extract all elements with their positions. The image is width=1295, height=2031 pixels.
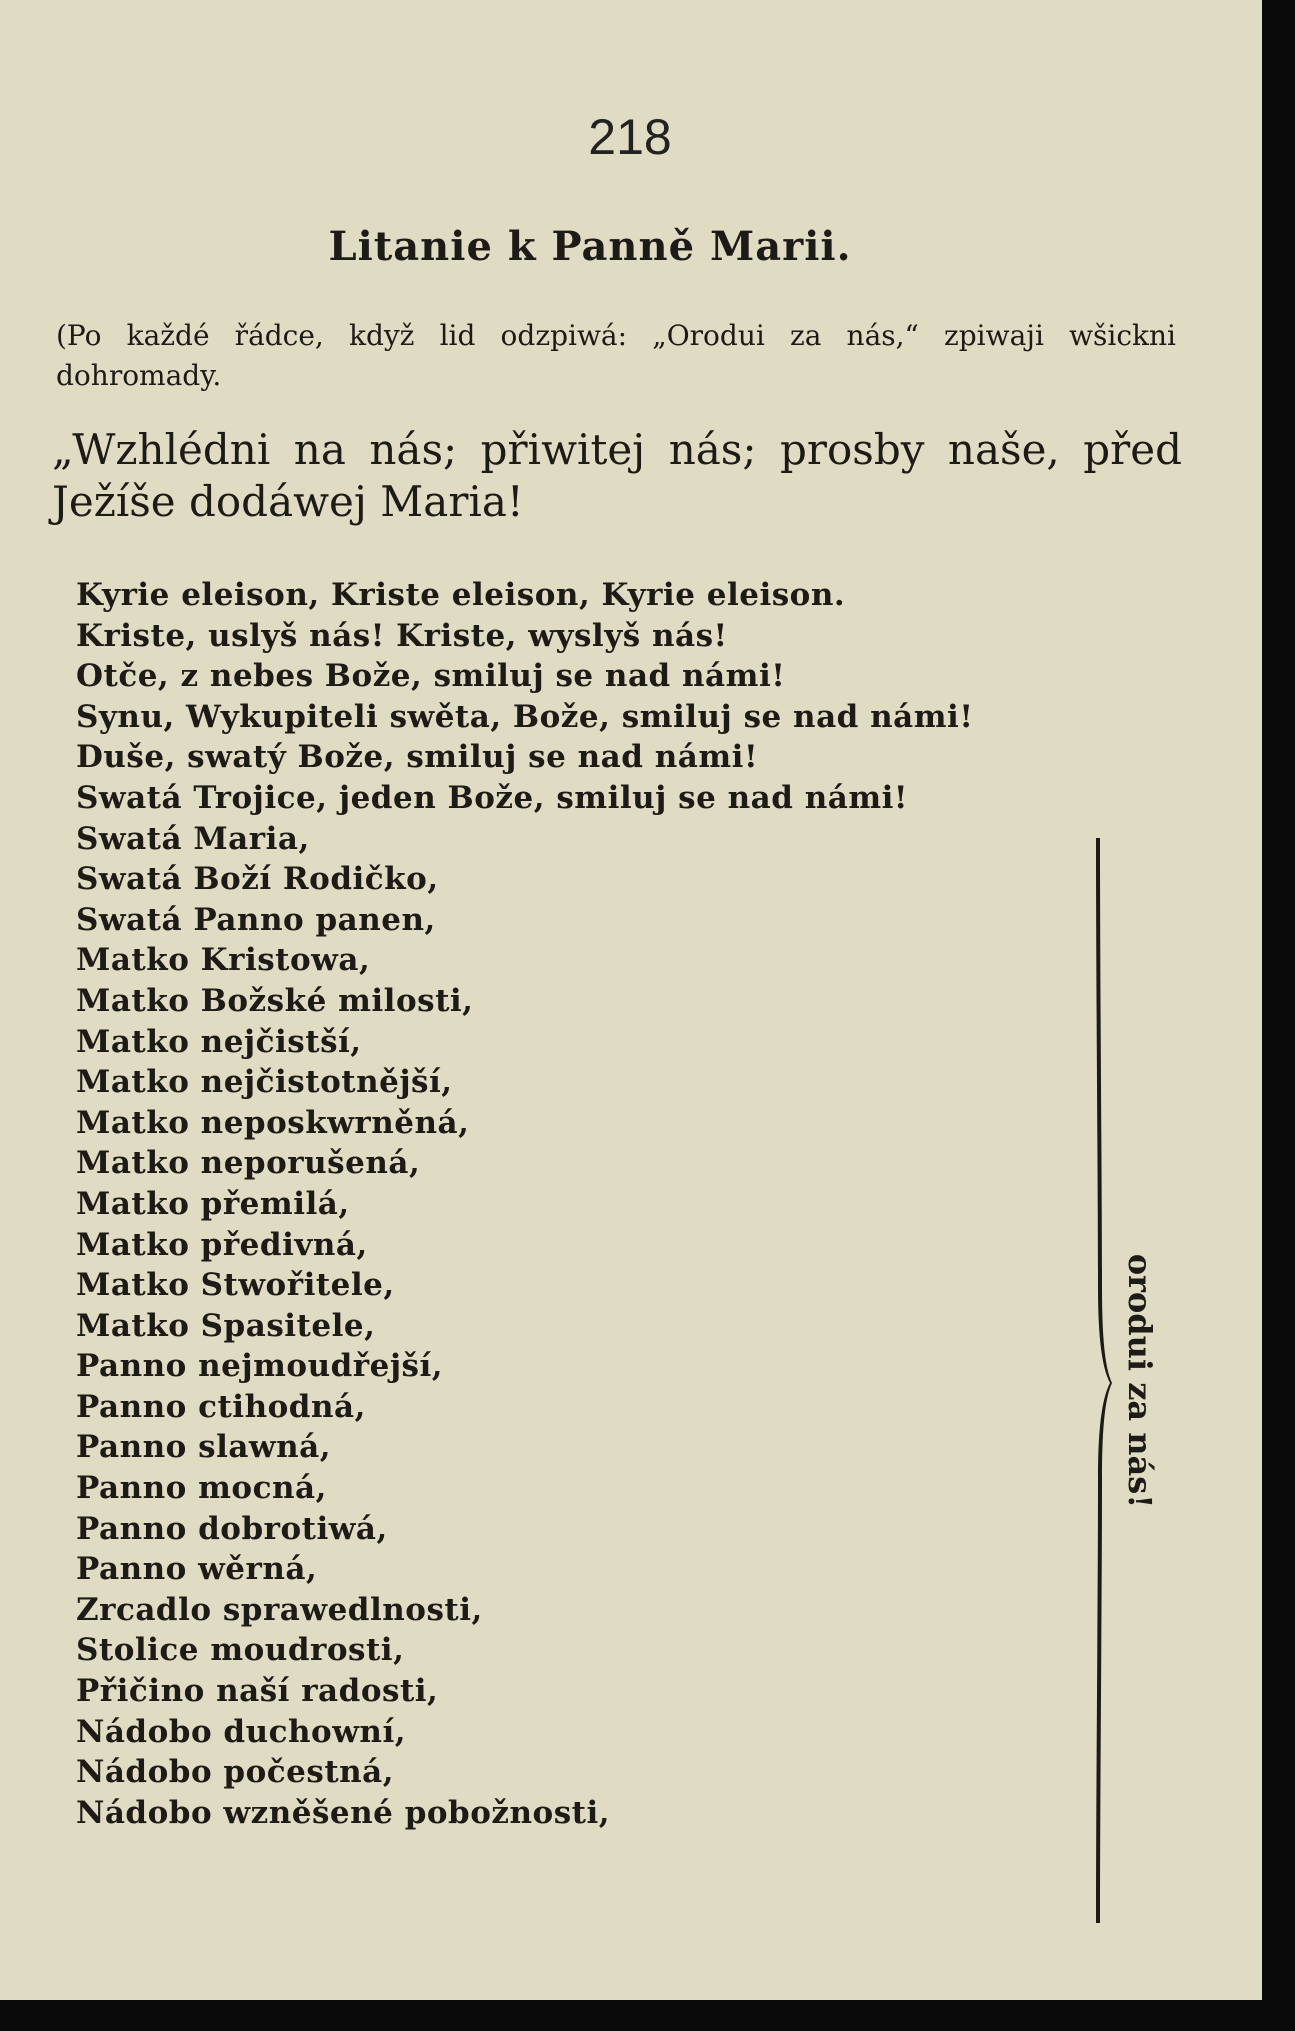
litany-line: Matko Božské milosti, bbox=[76, 982, 474, 1019]
litany-line: Panno mocná, bbox=[76, 1470, 327, 1507]
litany-line: Matko Stwořitele, bbox=[76, 1267, 395, 1304]
litany-line: Přičino naší radosti, bbox=[76, 1673, 439, 1710]
litany-line: Swatá Maria, bbox=[76, 820, 310, 857]
litany-line: Swatá Boží Rodičko, bbox=[76, 861, 439, 898]
litany-line: Matko neposkwrněná, bbox=[76, 1104, 470, 1141]
litany-line: Kriste, uslyš nás! Kriste, wyslyš nás! bbox=[76, 617, 728, 654]
page-title: Litanie k Panně Marii. bbox=[328, 223, 852, 270]
litany-line: Panno slawná, bbox=[76, 1429, 332, 1466]
litany-line: Swatá Trojice, jeden Bože, smiluj se nad námi! bbox=[76, 779, 909, 816]
litany-line: Panno ctihodná, bbox=[76, 1388, 366, 1425]
litany-line: Matko nejčistotnější, bbox=[76, 1064, 453, 1101]
litany-line: Matko Spasitele, bbox=[76, 1307, 376, 1344]
page-number: 218 bbox=[588, 109, 672, 165]
litany-line: Zrcadlo sprawedlnosti, bbox=[76, 1591, 483, 1628]
book-spine-shadow bbox=[1262, 0, 1295, 2031]
opening-verse: „Wzhlédni na nás; přiwitej nás; prosby naše, před Ježíše dodáwej Maria! bbox=[52, 425, 1182, 526]
litany-line: Matko Kristowa, bbox=[76, 942, 371, 979]
instruction-text: (Po každé řádce, když lid odzpiwá: „Orodui za nás,“ zpiwaji wšickni dohromady. bbox=[56, 319, 1176, 392]
litany-line: Swatá Panno panen, bbox=[76, 901, 436, 938]
litany-line: Matko přemilá, bbox=[76, 1185, 350, 1222]
page-bottom-edge bbox=[0, 2000, 1262, 2031]
litany-line: Synu, Wykupiteli swěta, Bože, smiluj se nad námi! bbox=[76, 698, 974, 735]
litany-line: Stolice moudrosti, bbox=[76, 1632, 405, 1669]
litany-line: Matko nejčistší, bbox=[76, 1023, 362, 1060]
litany-line: Nádobo duchowní, bbox=[76, 1713, 407, 1750]
litany-line: Duše, swatý Bože, smiluj se nad námi! bbox=[76, 739, 759, 776]
litany-line: Otče, z nebes Bože, smiluj se nad námi! bbox=[76, 658, 786, 695]
litany-line: Panno nejmoudřejší, bbox=[76, 1348, 444, 1385]
response-text: orodui za nás! bbox=[1121, 1253, 1159, 1509]
litany-line: Matko neporušená, bbox=[76, 1145, 421, 1182]
curly-brace-icon bbox=[1088, 838, 1112, 1923]
litany-line: Matko předivná, bbox=[76, 1226, 368, 1263]
litany-line: Nádobo wzněšené pobožnosti, bbox=[76, 1794, 611, 1831]
litany-line: Panno dobrotiwá, bbox=[76, 1510, 388, 1547]
litany-list bbox=[76, 575, 973, 1833]
litany-line: Nádobo počestná, bbox=[76, 1754, 395, 1791]
litany-line: Kyrie eleison, Kriste eleison, Kyrie eleison. bbox=[76, 577, 846, 613]
litany-line: Panno wěrná, bbox=[76, 1551, 318, 1588]
